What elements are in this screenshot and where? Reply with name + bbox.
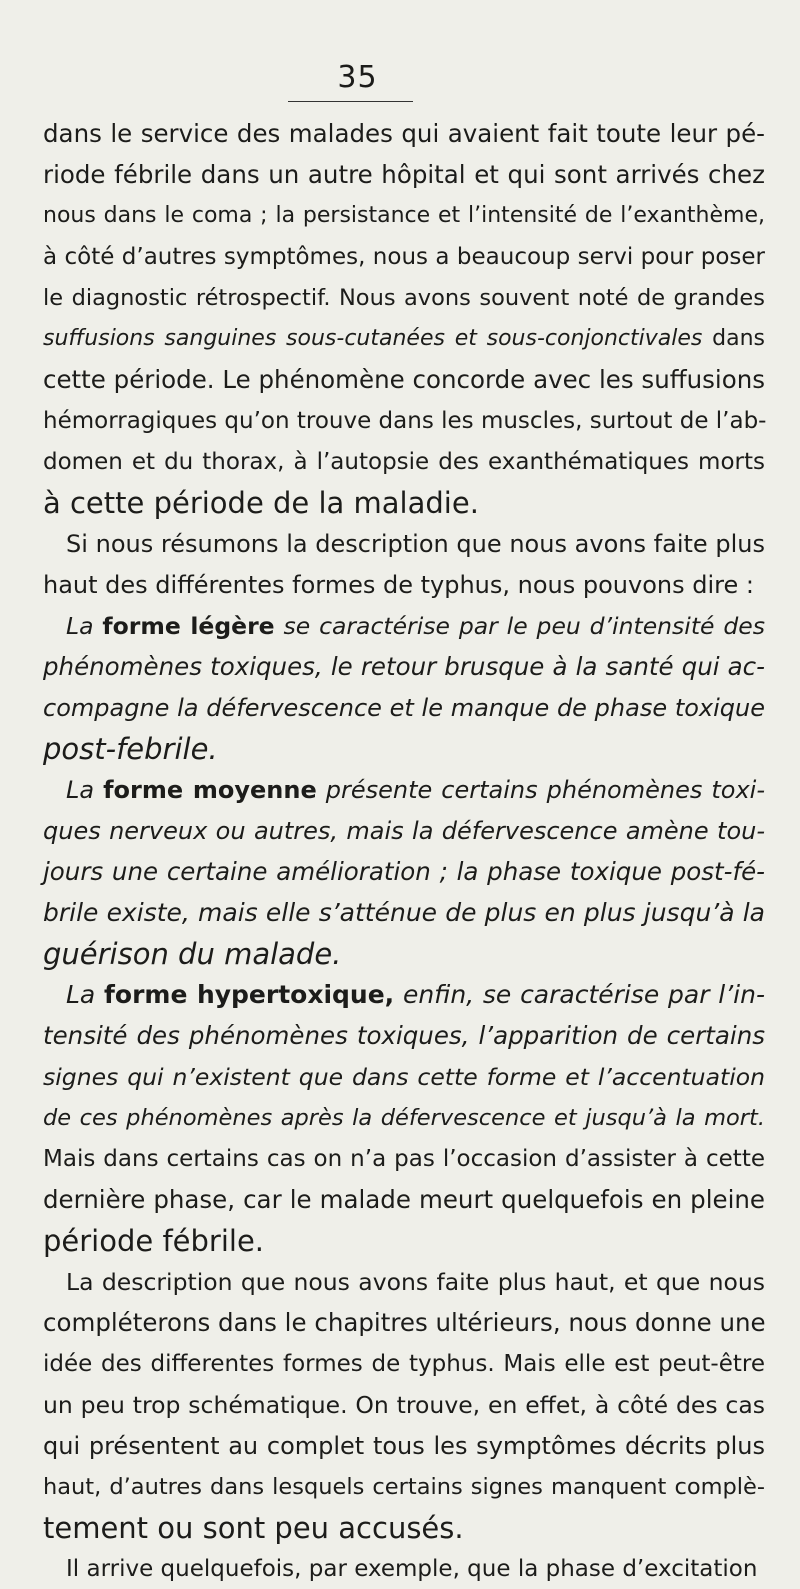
text-line: cette période. Le phénomène concorde avec les suffusions	[43, 365, 765, 394]
text-line: Mais dans certains cas on n’a pas l’occasion d’assister à cette	[43, 1146, 765, 1172]
text-line: dans le service des malades qui avaient fait toute leur pé-	[43, 119, 765, 148]
text-line: qui présentent au complet tous les symptômes décrits plus	[43, 1432, 765, 1460]
text-line: hémorragiques qu’on trouve dans les muscles, surtout de l’ab-	[43, 408, 767, 434]
italic-phrase: suffusions sanguines sous-cutanées et sous-conjonctivales	[43, 326, 703, 351]
text-line: riode fébrile dans un autre hôpital et qui sont arrivés chez	[43, 160, 765, 189]
text-line: La forme moyenne présente certains phénomènes toxi-	[66, 776, 765, 804]
text-line: domen et du thorax, à l’autopsie des exanthématiques morts	[43, 449, 765, 475]
text-line: compagne la défervescence et le manque de phase toxique	[43, 694, 765, 722]
text-line: post-febrile.	[43, 732, 218, 766]
text-line: de ces phénomènes après la défervescence et jusqu’à la mort.	[43, 1105, 765, 1131]
text-line: tensité des phénomènes toxiques, l’apparition de certains	[43, 1021, 765, 1050]
text-line: La forme hypertoxique, enfin, se caractérise par l’in-	[66, 980, 765, 1009]
text-line: signes qui n’existent que dans cette forme et l’accentuation	[43, 1063, 765, 1091]
text-line: haut, d’autres dans lesquels certains signes manquent complè-	[43, 1474, 765, 1500]
page-number: 35	[337, 60, 378, 95]
text-line: nous dans le coma ; la persistance et l’intensité de l’exanthème,	[43, 203, 765, 228]
text-line: à côté d’autres symptômes, nous a beaucoup servi pour poser	[43, 244, 765, 270]
text-line: le diagnostic rétrospectif. Nous avons souvent noté de grandes	[43, 285, 765, 311]
form-name-hypertoxic: forme hypertoxique,	[104, 980, 395, 1009]
text-line: La forme légère se caractérise par le peu d’intensité des	[66, 612, 765, 640]
text-line: un peu trop schématique. On trouve, en effet, à côté des cas	[43, 1391, 765, 1419]
text-line: brile existe, mais elle s’atténue de plus en plus jusqu’à la	[43, 898, 765, 927]
text-line: idée des differentes formes de typhus. Mais elle est peut-être	[43, 1351, 765, 1377]
text-line: haut des différentes formes de typhus, nous pouvons dire :	[43, 571, 754, 599]
text-line: Si nous résumons la description que nous avons faite plus	[66, 530, 765, 558]
text-line: ques nerveux ou autres, mais la défervescence amène tou-	[43, 817, 765, 845]
text-line: dernière phase, car le malade meurt quelquefois en pleine	[43, 1185, 765, 1214]
form-name-medium: forme moyenne	[103, 776, 317, 804]
text-line: La description que nous avons faite plus haut, et que nous	[66, 1268, 765, 1296]
text-line: Il arrive quelquefois, par exemple, que la phase d’excitation	[66, 1556, 758, 1582]
text-line: jours une certaine amélioration ; la phase toxique post-fé-	[43, 857, 765, 886]
text-line: tement ou sont peu accusés.	[43, 1511, 464, 1545]
text-line: phénomènes toxiques, le retour brusque à la santé qui ac-	[43, 652, 765, 681]
page-number-rule	[288, 101, 413, 102]
text-line: compléterons dans le chapitres ultérieurs, nous donne une	[43, 1308, 766, 1337]
form-name-light: forme légère	[102, 612, 275, 640]
text-line: période fébrile.	[43, 1224, 264, 1258]
text-line: suffusions sanguines sous-cutanées et sous-conjonctivales dans	[43, 326, 765, 351]
text-line: à cette période de la maladie.	[43, 486, 479, 520]
text-line: guérison du malade.	[43, 937, 342, 971]
